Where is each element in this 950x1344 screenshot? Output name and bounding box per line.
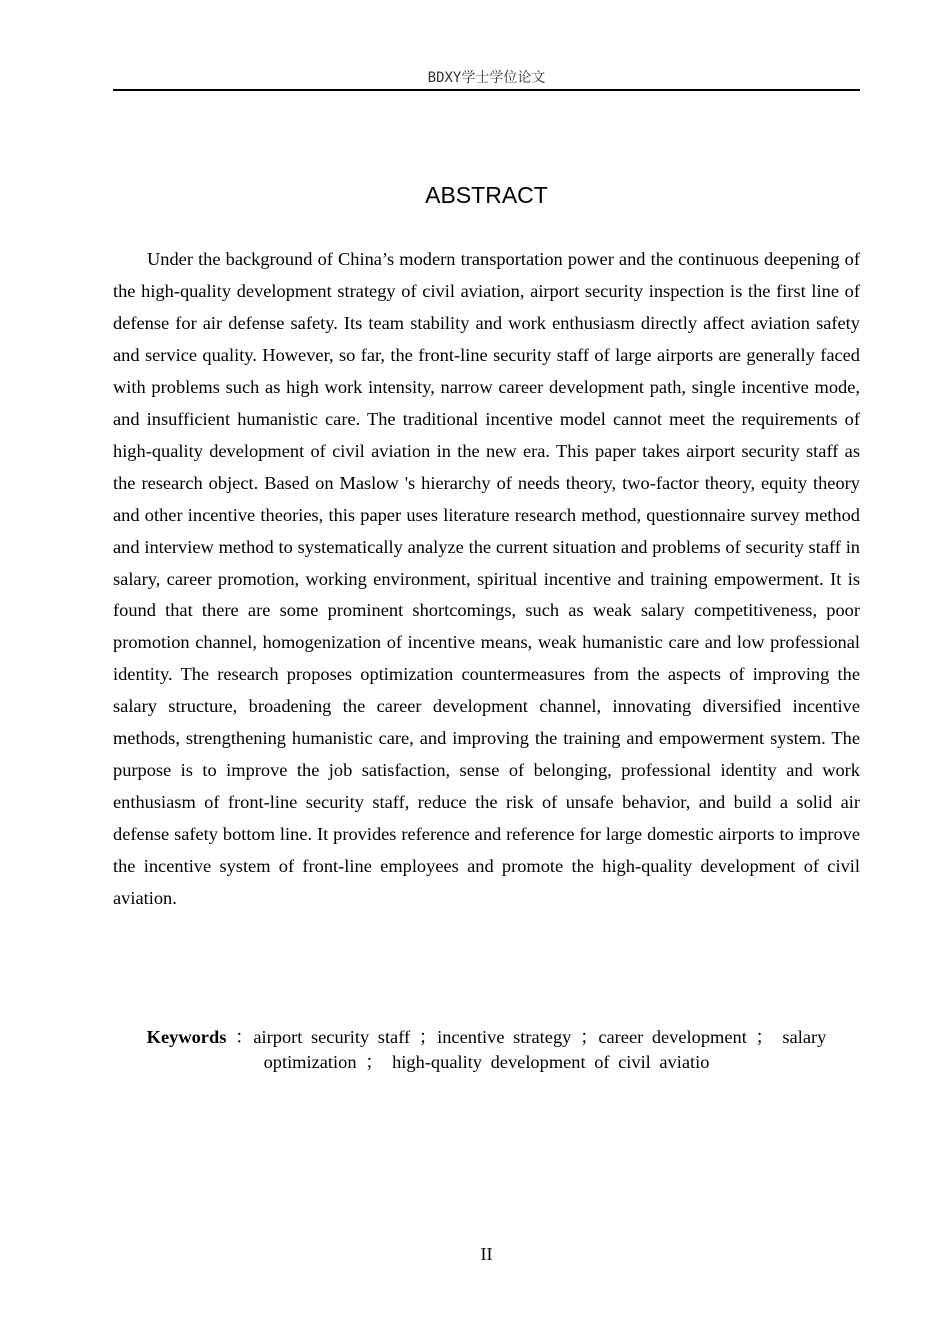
page-header [113,68,860,91]
page-number: II [480,1244,493,1264]
keywords-block [113,1025,860,1075]
keywords-text: ：airport security staff ；incentive strategy ；career development ； salary optimization ； high-quality development of civil aviatio [234,1027,827,1072]
header-text: BDXY学士学位论文 [427,70,546,86]
abstract-title: ABSTRACT [425,182,548,208]
keywords-label: Keywords [146,1027,227,1047]
abstract-body: Under the background of China’s modern transportation power and the continuous deepening of the high-quality development strategy of civil aviation, airport security inspection is the first line of defense for air defense safety. Its team stability and work enthusiasm directly affect aviation safety and service quality. However, so far, the front-line security staff of large airports are generally faced with problems such as high work intensity, narrow career development path, single incentive mode, and insufficient humanistic care. The traditional incentive model cannot meet the requirements of high-quality development of civil aviation in the new era. This paper takes airport security staff as the research object. Based on Maslow 's hierarchy of needs theory, two-factor theory, equity theory and other incentive theories, this paper uses literature research method, questionnaire survey method and interview method to systematically analyze the current situation and problems of security staff in salary, career promotion, working environment, spiritual incentive and training empowerment. It is found that there are some prominent shortcomings, such as weak salary competitiveness, poor promotion channel, homogenization of incentive means, weak humanistic care and low professional identity. The research proposes optimization countermeasures from the aspects of improving the salary structure, broadening the career development channel, innovating diversified incentive methods, strengthening humanistic care, and improving the training and empowerment system. The purpose is to improve the job satisfaction, sense of belonging, professional identity and work enthusiasm of front-line security staff, reduce the risk of unsafe behavior, and build a solid air defense safety bottom line. It provides reference and reference for large domestic airports to improve the incentive system of front-line employees and promote the high-quality development of civil aviation. [113,249,860,909]
